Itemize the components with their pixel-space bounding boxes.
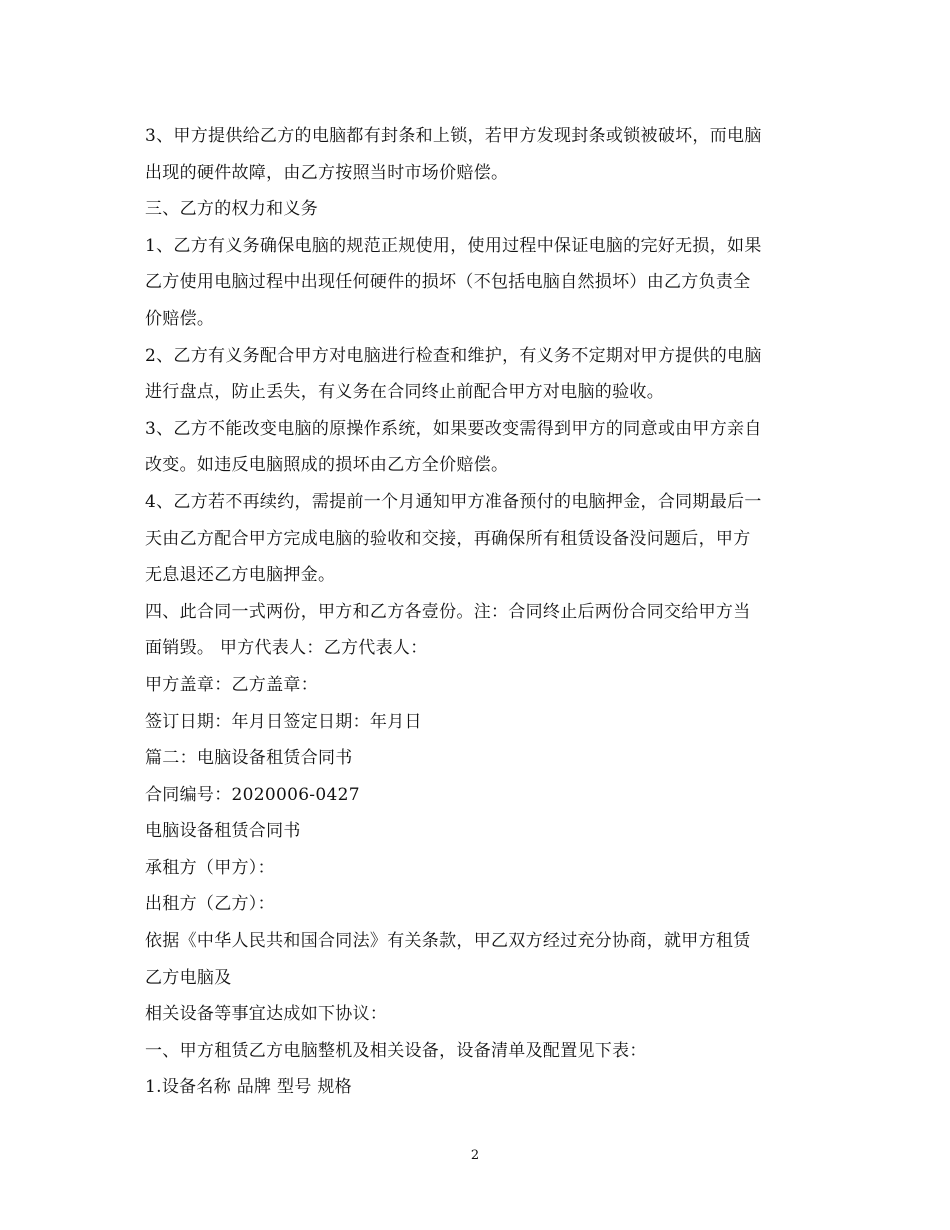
- section-heading: 三、乙方的权力和义务: [145, 199, 318, 220]
- text-line: 四、此合同一式两份，甲方和乙方各壹份。注：合同终止后两份合同交给甲方当: [145, 601, 751, 622]
- text-line: 一、甲方租赁乙方电脑整机及相关设备，设备清单及配置见下表：: [145, 1040, 647, 1061]
- text-line: 3、乙方不能改变电脑的原操作系统，如果要改变需得到甲方的同意或由甲方亲自: [145, 418, 762, 439]
- text-line: 相关设备等事宜达成如下协议：: [145, 1004, 388, 1025]
- text-line: 出租方（乙方）：: [145, 894, 275, 915]
- text-line: 乙方使用电脑过程中出现任何硬件的损坏（不包括电脑自然损坏）由乙方负责全: [145, 272, 751, 293]
- text-line: 2、乙方有义务配合甲方对电脑进行检查和维护，有义务不定期对甲方提供的电脑: [145, 345, 762, 366]
- text-line: 出现的硬件故障，由乙方按照当时市场价赔偿。: [145, 162, 509, 183]
- text-line: 签订日期：年月日签定日期：年月日: [145, 711, 422, 732]
- page-number: 2: [470, 1148, 480, 1163]
- text-line: 进行盘点，防止丢失，有义务在合同终止前配合甲方对电脑的验收。: [145, 382, 664, 403]
- text-line: 乙方电脑及: [145, 967, 232, 988]
- text-line: 面销毁。 甲方代表人：乙方代表人：: [145, 638, 428, 659]
- text-line: 甲方盖章：乙方盖章：: [145, 674, 318, 695]
- text-line: 天由乙方配合甲方完成电脑的验收和交接，再确保所有租赁设备没问题后，甲方: [145, 528, 751, 549]
- text-line: 价赔偿。: [145, 308, 215, 329]
- contract-title: 电脑设备租赁合同书: [145, 821, 301, 842]
- text-line: 依据《中华人民共和国合同法》有关条款，甲乙双方经过充分协商，就甲方租赁: [145, 931, 751, 952]
- text-line: 1.设备名称 品牌 型号 规格: [145, 1077, 352, 1098]
- contract-number: 合同编号：2020006-0427: [145, 784, 360, 805]
- text-line: 3、甲方提供给乙方的电脑都有封条和上锁，若甲方发现封条或锁被破坏，而电脑: [145, 126, 762, 146]
- text-line: 4、乙方若不再续约，需提前一个月通知甲方准备预付的电脑押金，合同期最后一: [145, 491, 762, 512]
- text-line: 无息退还乙方电脑押金。: [145, 565, 336, 586]
- text-line: 承租方（甲方）：: [145, 857, 275, 878]
- text-line: 改变。如违反电脑照成的损坏由乙方全价赔偿。: [145, 455, 509, 476]
- document-body: [145, 118, 810, 1106]
- text-line: 1、乙方有义务确保电脑的规范正规使用，使用过程中保证电脑的完好无损，如果: [145, 235, 762, 256]
- section-heading: 篇二：电脑设备租赁合同书: [145, 748, 353, 769]
